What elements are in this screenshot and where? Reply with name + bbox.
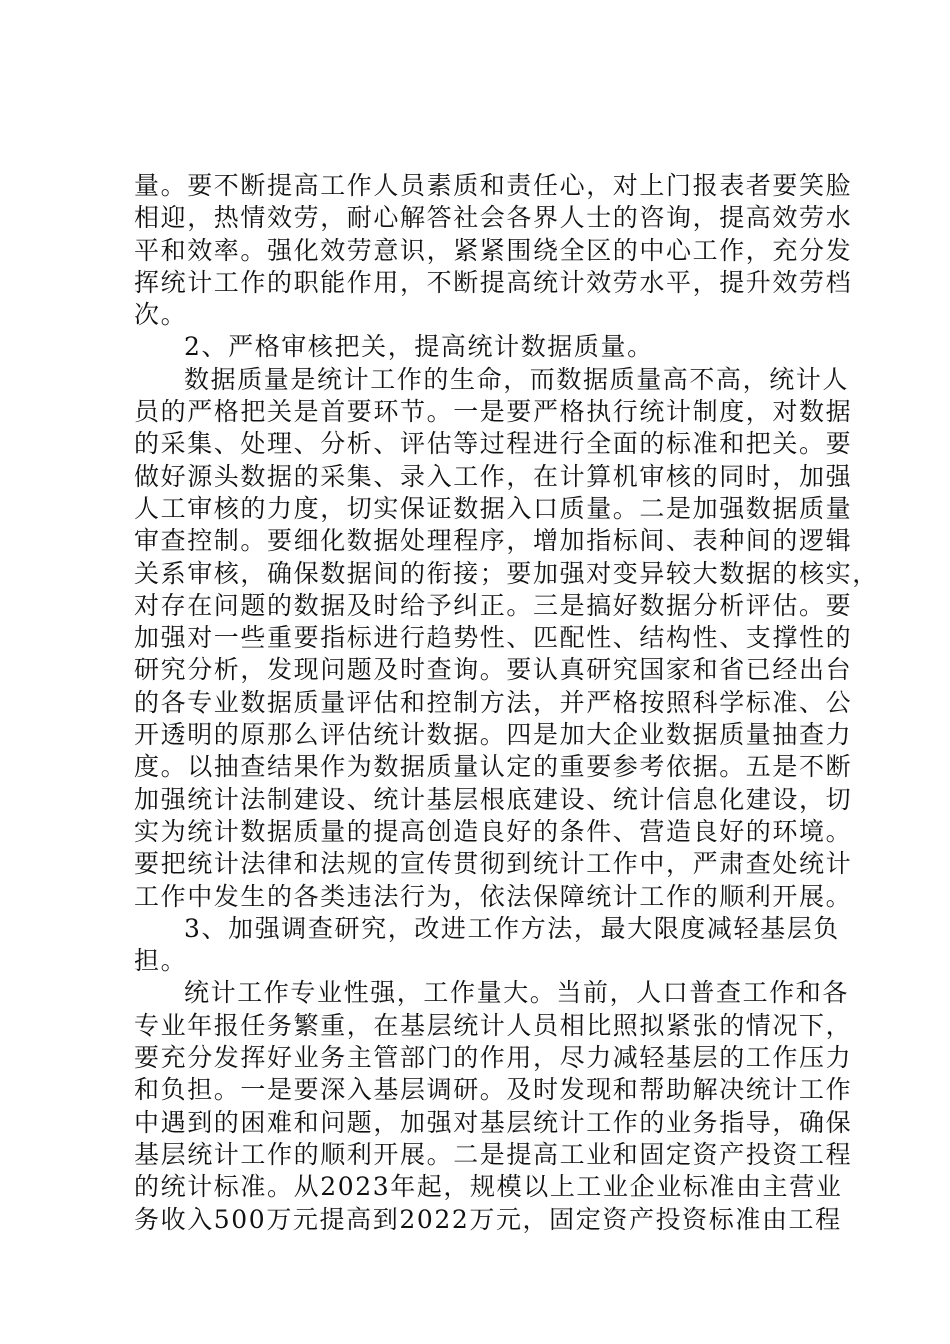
text-line: 量。要不断提高工作人员素质和责任心，对上门报表者要笑脸 — [134, 171, 853, 200]
text-line: 员的严格把关是首要环节。一是要严格执行统计制度，对数据 — [134, 397, 853, 427]
text-line: 次。 — [134, 300, 188, 330]
text-line: 加强统计法制建设、统计基层根底建设、统计信息化建设，切 — [134, 784, 853, 814]
text-line: 工作中发生的各类违法行为，依法保障统计工作的顺利开展。 — [134, 881, 853, 911]
section-heading: 3、加强调查研究，改进工作方法，最大限度减轻基层负 — [184, 913, 840, 943]
text-line: 务收入500万元提高到2022万元，固定资产投资标准由工程 — [134, 1204, 842, 1234]
section-heading: 2、严格审核把关，提高统计数据质量。 — [184, 332, 654, 362]
text-line: 和负担。一是要深入基层调研。及时发现和帮助解决统计工作 — [134, 1075, 853, 1105]
text-line: 做好源头数据的采集、录入工作，在计算机审核的同时，加强 — [134, 461, 853, 491]
text-line: 数据质量是统计工作的生命，而数据质量高不高，统计人 — [184, 364, 850, 394]
text-line: 的各专业数据质量评估和控制方法，并严格按照科学标准、公 — [134, 687, 853, 717]
text-line: 实为统计数据质量的提高创造良好的条件、营造良好的环境。 — [134, 816, 853, 846]
text-line: 要充分发挥好业务主管部门的作用，尽力减轻基层的工作压力 — [134, 1043, 853, 1073]
text-line: 平和效率。强化效劳意识，紧紧围绕全区的中心工作，充分发 — [134, 235, 853, 265]
text-line: 研究分析，发现问题及时查询。要认真研究国家和省已经出台 — [134, 655, 853, 685]
body-text — [134, 170, 879, 1236]
text-line: 人工审核的力度，切实保证数据入口质量。二是加强数据质量 — [134, 493, 853, 523]
text-line: 相迎，热情效劳，耐心解答社会各界人士的咨询，提高效劳水 — [134, 203, 853, 233]
text-line: 的统计标准。从2023年起，规模以上工业企业标准由主营业 — [134, 1172, 843, 1202]
text-line: 统计工作专业性强，工作量大。当前，人口普查工作和各 — [184, 978, 850, 1008]
text-line: 担。 — [134, 946, 188, 976]
text-line: 关系审核，确保数据间的衔接；要加强对变异较大数据的核实， — [134, 558, 879, 588]
text-line: 度。以抽查结果作为数据质量认定的重要参考依据。五是不断 — [134, 752, 853, 782]
text-line: 专业年报任务繁重，在基层统计人员相比照拟紧张的情况下， — [134, 1010, 853, 1040]
text-line: 审查控制。要细化数据处理程序，增加指标间、表种间的逻辑 — [134, 526, 853, 556]
text-line: 对存在问题的数据及时给予纠正。三是搞好数据分析评估。要 — [134, 590, 853, 620]
text-line: 基层统计工作的顺利开展。二是提高工业和固定资产投资工程 — [134, 1139, 853, 1169]
text-line: 要把统计法律和法规的宣传贯彻到统计工作中，严肃查处统计 — [134, 849, 853, 879]
text-line: 开透明的原那么评估统计数据。四是加大企业数据质量抽查力 — [134, 720, 853, 750]
text-line: 中遇到的困难和问题，加强对基层统计工作的业务指导，确保 — [134, 1107, 853, 1137]
text-line: 加强对一些重要指标进行趋势性、匹配性、结构性、支撑性的 — [134, 623, 853, 653]
text-line: 的采集、处理、分析、评估等过程进行全面的标准和把关。要 — [134, 429, 853, 459]
text-line: 挥统计工作的职能作用，不断提高统计效劳水平，提升效劳档 — [134, 267, 853, 297]
